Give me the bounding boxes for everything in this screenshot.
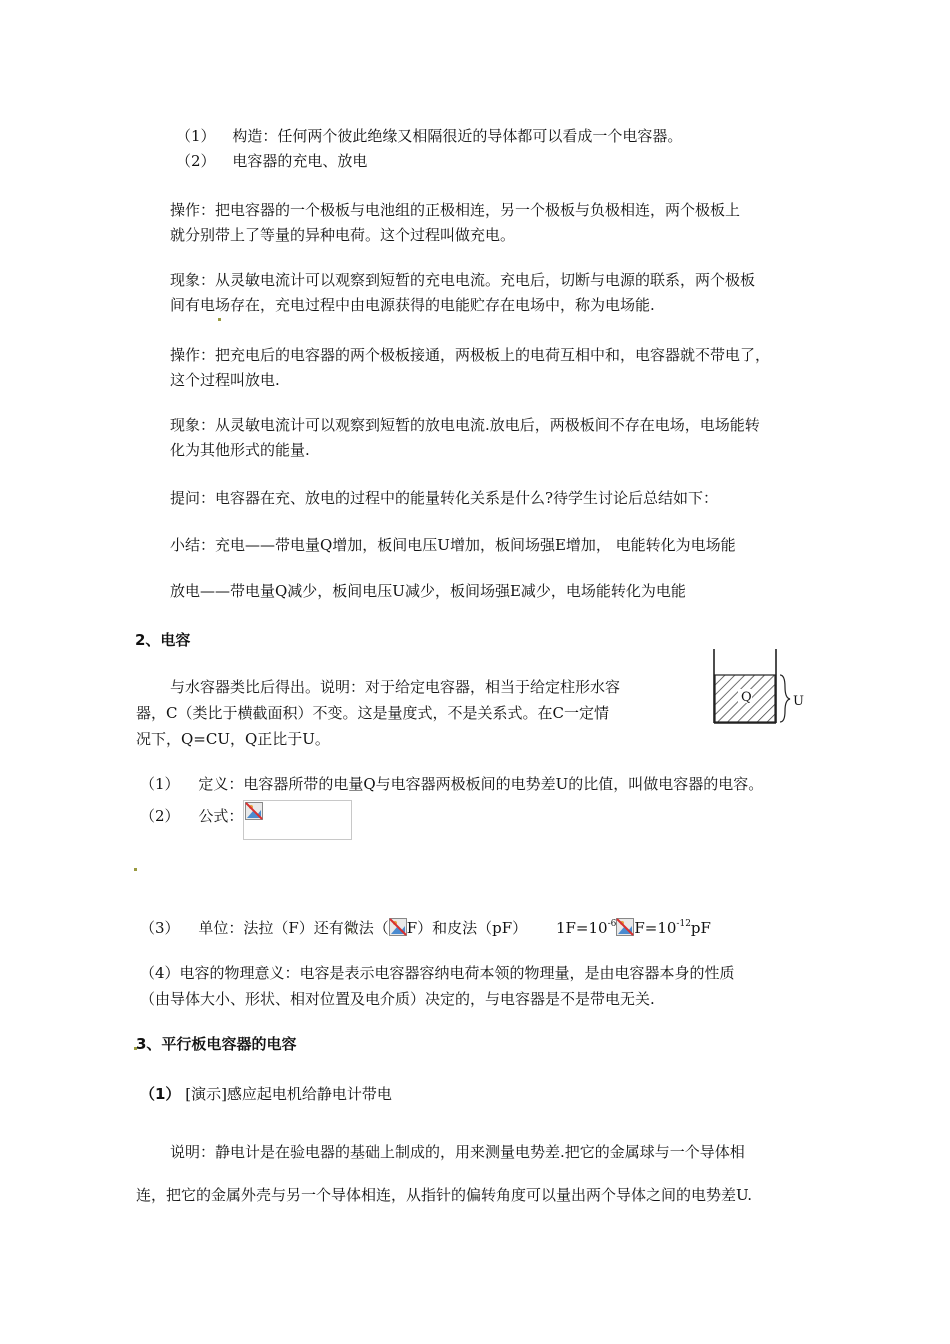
unit-eq-a: 1F=10: [555, 919, 608, 937]
paragraph-operation-discharge-line2: 这个过程叫放电.: [170, 371, 280, 389]
unit-exp-b: -12: [676, 919, 691, 929]
paragraph-analogy-line3: 况下，Q=CU，Q正比于U。: [136, 730, 330, 748]
list-item-formula: [140, 806, 243, 826]
section-heading-capacitance: 2、电容: [135, 631, 191, 649]
q-label: Q: [741, 690, 752, 705]
unit-text-mid: F）和皮法（pF）: [406, 919, 528, 937]
list-number: （1）: [140, 775, 180, 793]
unit-exp-a: -6: [607, 919, 617, 929]
paragraph-phenomenon-charge-line2: 间有电场存在，充电过程中由电源获得的电能贮存在电场中，称为电场能.: [170, 296, 655, 314]
section-heading-parallel-plate: 3、平行板电容器的电容: [136, 1035, 297, 1053]
paragraph-operation-charge-line1: 操作：把电容器的一个极板与电池组的正极相连，另一个极板与负极相连，两个极板上: [170, 201, 741, 219]
list-text: 电容器的充电、放电: [232, 152, 368, 170]
paragraph-summary-discharge: 放电——带电量Q减少，板间电压U减少，板间场强E减少，电场能转化为电能: [170, 582, 686, 600]
list-item-structure: [176, 126, 682, 146]
broken-image-icon: [616, 918, 634, 936]
list-number: （1）: [140, 1085, 181, 1103]
paragraph-meaning-line2: （由导体大小、形状、相对位置及电介质）决定的，与电容器是不是带电无关.: [140, 990, 655, 1008]
list-item-definition: [140, 774, 763, 794]
list-text: 构造：任何两个彼此绝缘又相隔很近的导体都可以看成一个电容器。: [232, 127, 683, 145]
stray-mark: [134, 868, 137, 871]
formula-image: [243, 800, 352, 840]
paragraph-explain-line2: 连，把它的金属外壳与另一个导体相连，从指针的偏转角度可以量出两个导体之间的电势差U.: [136, 1186, 753, 1204]
list-text: [演示]感应起电机给静电计带电: [185, 1085, 392, 1103]
paragraph-phenomenon-charge-line1: 现象：从灵敏电流计可以观察到短暂的充电电流。充电后，切断与电源的联系，两个极板: [170, 271, 756, 289]
stray-mark: [218, 318, 221, 321]
list-number: （1）: [176, 127, 216, 145]
unit-eq-b: F=10: [634, 919, 677, 937]
paragraph-phenomenon-discharge-line2: 化为其他形式的能量.: [170, 441, 310, 459]
paragraph-phenomenon-discharge-line1: 现象：从灵敏电流计可以观察到短暂的放电电流.放电后，两极板间不存在电场，电场能转: [170, 416, 760, 434]
unit-eq-c: pF: [690, 919, 711, 937]
broken-image-icon: [245, 802, 263, 820]
unit-text: 单位：法拉（F）还有微法（: [198, 919, 389, 937]
paragraph-explain-line1: 说明：静电计是在验电器的基础上制成的，用来测量电势差.把它的金属球与一个导体相: [170, 1143, 745, 1161]
list-text: 公式：: [198, 807, 244, 825]
paragraph-summary-charge: 小结：充电——带电量Q增加，板间电压U增加，板间场强E增加， 电能转化为电场能: [170, 536, 736, 554]
paragraph-analogy-line1: 与水容器类比后得出。说明：对于给定电容器，相当于给定柱形水容: [170, 678, 621, 696]
paragraph-operation-discharge-line1: 操作：把充电后的电容器的两个极板接通，两极板上的电荷互相中和，电容器就不带电了，: [170, 346, 771, 364]
u-label: U: [793, 694, 804, 709]
list-item-demo: [140, 1084, 392, 1104]
list-item-unit: [140, 914, 711, 938]
paragraph-meaning-line1: （4）电容的物理意义：电容是表示电容器容纳电荷本领的物理量，是由电容器本身的性质: [140, 964, 735, 982]
list-text: 定义：电容器所带的电量Q与电容器两极板间的电势差U的比值，叫做电容器的电容。: [198, 775, 764, 793]
list-item-charge: [176, 151, 367, 171]
water-container-figure: [705, 645, 815, 730]
paragraph-question: 提问：电容器在充、放电的过程中的能量转化关系是什么?待学生讨论后总结如下：: [170, 489, 719, 507]
list-number: （2）: [140, 807, 180, 825]
paragraph-operation-charge-line2: 就分别带上了等量的异种电荷。这个过程叫做充电。: [170, 226, 516, 244]
paragraph-analogy-line2: 器，C（类比于横截面积）不变。这是量度式，不是关系式。在C一定情: [136, 704, 609, 722]
list-number: （2）: [176, 152, 216, 170]
brace: [780, 675, 790, 722]
broken-image-icon: [389, 918, 407, 936]
list-number: （3）: [140, 919, 180, 937]
